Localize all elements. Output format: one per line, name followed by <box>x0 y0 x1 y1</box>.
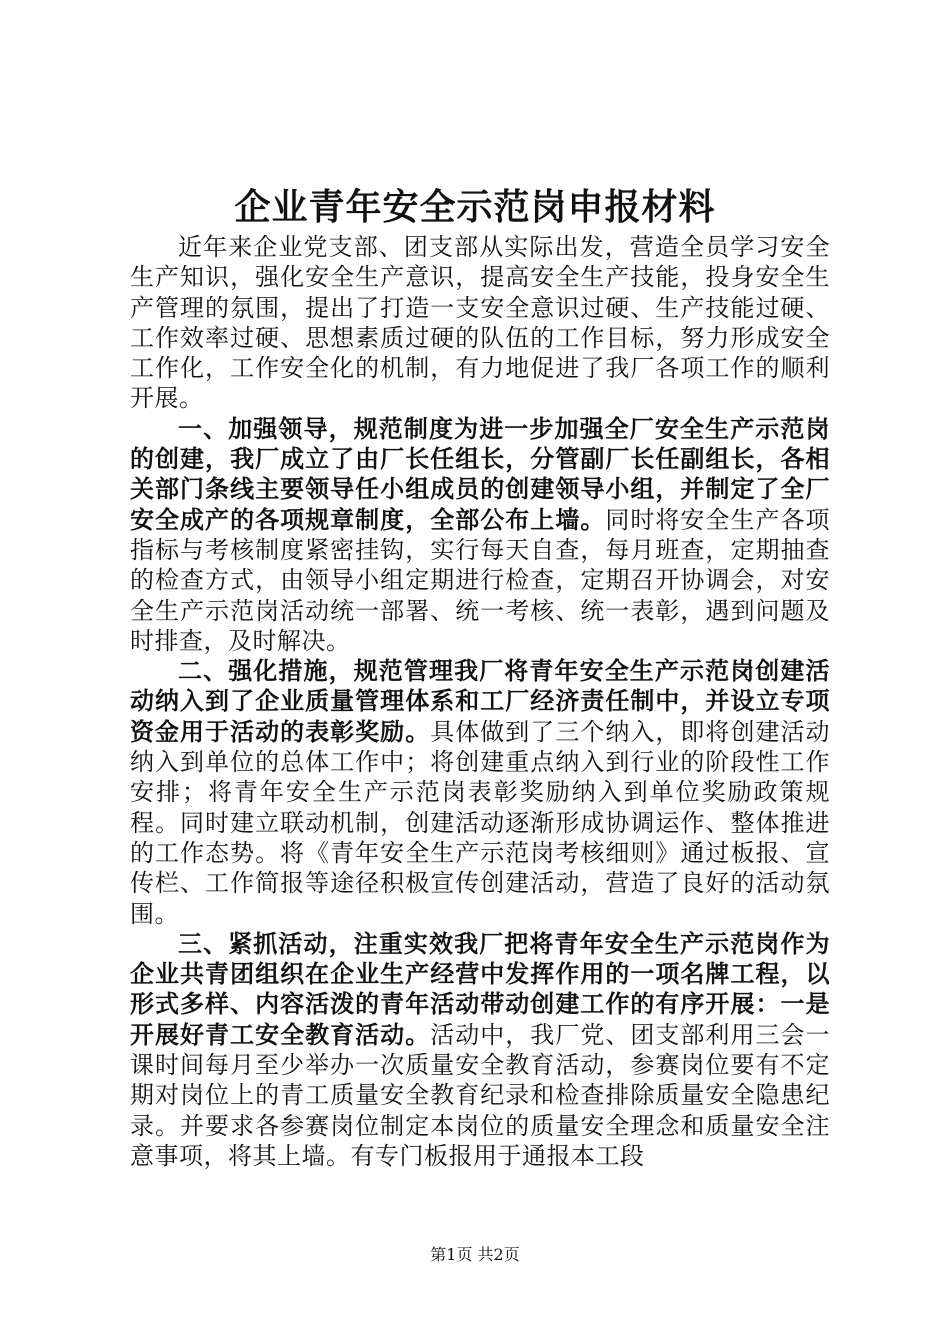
paragraph-bold-lead: 一、加强领导，规范制度为进一步加强全厂安全生产示范岗的创建，我厂成立了由厂长任组长，分管副厂长任副组长，各相关部门条线主要领导任小组成员的创建领导小组，并制定了全厂安全成产的各项规章制度，全部公布上墙。 <box>130 413 830 534</box>
paragraph-bold-lead: 二、强化措施，规范管理我厂将青年安全生产示范岗创建活动纳入到了企业质量管理体系和工厂经济责任制中，并设立专项资金用于活动的表彰奖励。 <box>130 656 830 746</box>
paragraph-section-1 <box>130 414 830 656</box>
paragraph-section-2 <box>130 656 830 929</box>
document-title: 企业青年安全示范岗申报材料 <box>234 186 716 228</box>
paragraph-intro <box>130 232 830 414</box>
page-footer: 第1页 共2页 <box>430 1245 520 1264</box>
paragraph-text: 同时将安全生产各项指标与考核制度紧密挂钩，实行每天自查，每月班查，定期抽查的检查方式，由领导小组定期进行检查，定期召开协调会，对安全生产示范岗活动统一部署、统一考核、统一表彰，遇到问题及时排查，及时解决。 <box>130 505 831 655</box>
paragraph-text: 活动中，我厂党、团支部利用三会一课时间每月至少举办一次质量安全教育活动，参赛岗位要有不定期对岗位上的青工质量安全教育纪录和检查排除质量安全隐患纪录。并要求各参赛岗位制定本岗位的质量安全理念和质量安全注意事项，将其上墙。有专门板报用于通报本工段 <box>130 1020 831 1170</box>
paragraph-bold-lead: 三、紧抓活动，注重实效我厂把将青年安全生产示范岗作为企业共青团组织在企业生产经营中发挥作用的一项名牌工程，以形式多样、内容活泼的青年活动带动创建工作的有序开展：一是开展好青工安全教育活动。 <box>130 928 830 1049</box>
paragraph-text: 近年来企业党支部、团支部从实际出发，营造全员学习安全生产知识，强化安全生产意识，提高安全生产技能，投身安全生产管理的氛围，提出了打造一支安全意识过硬、生产技能过硬、工作效率过硬、思想素质过硬的队伍的工作目标，努力形成安全工作化，工作安全化的机制，有力地促进了我厂各项工作的顺利开展。 <box>130 233 830 413</box>
paragraph-section-3 <box>130 929 830 1171</box>
document-body <box>130 232 830 1171</box>
paragraph-text: 具体做到了三个纳入，即将创建活动纳入到单位的总体工作中；将创建重点纳入到行业的阶段性工作安排；将青年安全生产示范岗表彰奖励纳入到单位奖励政策规程。同时建立联动机制，创建活动逐渐形成协调运作、整体推进的工作态势。将《青年安全生产示范岗考核细则》通过板报、宣传栏、工作简报等途径积极宣传创建活动，营造了良好的活动氛围。 <box>130 717 831 928</box>
